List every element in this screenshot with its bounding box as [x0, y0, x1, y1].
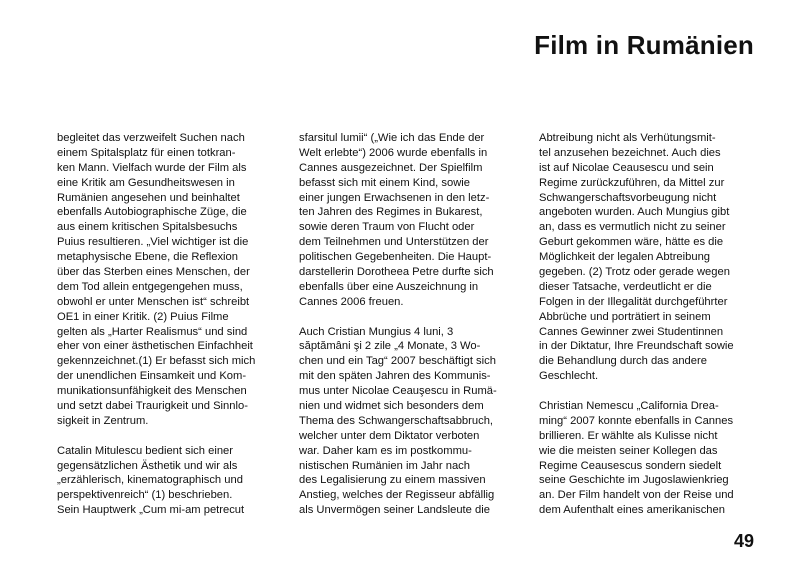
text-line: über das Sterben eines Menschen, der [57, 266, 250, 279]
text-line: gelten als „Harter Realismus“ und sind [57, 325, 248, 338]
text-line: eine Kritik am Gesundheitswesen in [57, 176, 235, 189]
text-line: ten Jahren des Regimes in Bukarest, [299, 206, 483, 219]
text-line: Cannes ausgezeichnet. Der Spielfilm [299, 161, 483, 174]
text-line: angeboten wurden. Auch Mungius gibt [539, 206, 730, 219]
page-title: Film in Rumänien [534, 30, 754, 60]
text-line: gegensätzlichen Ästhetik und wir als [57, 459, 238, 472]
text-line: gekennzeichnet.(1) Er befasst sich mich [57, 355, 256, 368]
text-line: befasst sich mit einem Kind, sowie [299, 176, 470, 189]
text-line: săptămâni şi 2 zile „4 Monate, 3 Wo- [299, 340, 481, 353]
text-line: der unendlichen Einsamkeit und Kom- [57, 370, 247, 383]
text-column-1 [57, 131, 273, 518]
text-line: Auch Cristian Mungius 4 luni, 3 [299, 325, 454, 338]
text-line: Anstieg, welches der Regisseur abfällig [299, 489, 495, 502]
text-line: Cannes 2006 freuen. [299, 295, 404, 308]
text-line: Schwangerschaftsvorbeugung nicht [539, 191, 717, 204]
text-line: in der Diktatur, Ihre Freundschaft sowie [539, 340, 734, 353]
text-line: welcher unter dem Diktator verboten [299, 429, 480, 442]
text-line: ken Mann. Vielfach wurde der Film als [57, 161, 247, 174]
text-line: Abtreibung nicht als Verhütungsmit- [539, 132, 716, 144]
text-line: nien und widmet sich besonders dem [299, 400, 484, 413]
text-line: mit den späten Jahren des Kommunis- [299, 370, 491, 383]
text-line: wie die meisten seiner Kollegen das [539, 444, 718, 457]
text-line: metaphysische Ebene, die Reflexion [57, 251, 238, 264]
text-line: munikationsunfähigkeit des Menschen [57, 385, 247, 398]
text-line: perspektivenreich“ (1) beschrieben. [57, 489, 233, 502]
text-line: des Legalisierung zu einem massiven [299, 474, 486, 487]
text-line: ebenfalls über eine Auszeichnung in [299, 280, 479, 293]
text-line: dem Teilnehmen und Unterstützen der [299, 236, 489, 249]
text-line: Sein Hauptwerk „Cum mi-am petrecut [57, 504, 245, 517]
text-line: dem Tod allein entgegengehen muss, [57, 280, 243, 293]
text-line: ming“ 2007 konnte ebenfalls in Cannes [539, 414, 734, 427]
text-line: an, dass es vermutlich nicht zu seiner [539, 221, 726, 234]
text-line: war. Daher kam es im postkommu- [299, 444, 472, 457]
text-column-2 [299, 131, 514, 518]
text-line: aus einem kritischen Spitalsbesuchs [57, 221, 238, 234]
text-line: ist auf Nicolae Ceausescu und sein [539, 161, 714, 174]
text-line: einer jungen Erwachsenen in den letz- [299, 191, 490, 204]
text-line: eher von einer ästhetischen Einfachheit [57, 340, 253, 353]
paragraph-gap [57, 429, 273, 444]
text-line: mus unter Nicolae Ceauşescu in Rumä- [299, 385, 497, 398]
text-line: politischen Gegebenheiten. Die Haupt- [299, 251, 492, 264]
text-line: als Unvermögen seiner Landsleute die [299, 504, 490, 517]
text-line: „erzählerisch, kinematographisch und [57, 474, 243, 487]
text-line: Geburt gekommen wäre, hätte es die [539, 236, 724, 249]
text-line: Folgen in der Illegalität durchgeführter [539, 295, 728, 308]
text-line: dem Aufenthalt eines amerikanischen [539, 504, 725, 517]
text-line: begleitet das verzweifelt Suchen nach [57, 132, 245, 144]
text-line: sigkeit in Zentrum. [57, 414, 149, 427]
text-line: seine Geschichte im Jugoslawienkrieg [539, 474, 729, 487]
text-line: Thema des Schwangerschaftsabbruch, [299, 414, 494, 427]
text-line: Regime zurückzuführen, da Mittel zur [539, 176, 725, 189]
text-line: einem Spitalsplatz für einen totkran- [57, 146, 236, 159]
text-line: die Behandlung durch das andere [539, 355, 707, 368]
text-line: tel anzusehen bezeichnet. Auch dies [539, 146, 721, 159]
text-line: Welt erlebte“) 2006 wurde ebenfalls in [299, 146, 488, 159]
text-line: Rumänien angesehen und beinhaltet [57, 191, 240, 204]
text-line: Cannes Gewinner zwei Studentinnen [539, 325, 724, 338]
text-line: Geschlecht. [539, 370, 599, 383]
text-line: und setzt dabei Traurigkeit und Sinnlo- [57, 400, 248, 413]
text-line: sowie deren Traum von Flucht oder [299, 221, 475, 234]
text-line: Möglichkeit der legalen Abtreibung [539, 251, 711, 264]
text-line: Abbrüche und porträtiert in seinem [539, 310, 711, 323]
text-line: Christian Nemescu „California Drea- [539, 400, 719, 413]
paragraph-gap [539, 384, 755, 399]
text-line: sfarsitul lumii“ („Wie ich das Ende der [299, 132, 485, 144]
page-number: 49 [733, 531, 754, 551]
text-line: darstellerin Dorotheea Petre durfte sich [299, 266, 494, 279]
text-line: Catalin Mitulescu bedient sich einer [57, 444, 233, 457]
text-column-3 [539, 131, 755, 518]
text-line: brillieren. Er wählte als Kulisse nicht [539, 429, 718, 442]
paragraph-gap [299, 310, 514, 325]
text-line: gegeben. (2) Trotz oder gerade wegen [539, 266, 730, 279]
text-line: dieser Tatsache, verdeutlicht er die [539, 280, 712, 293]
text-line: obwohl er unter Menschen ist“ schreibt [57, 295, 250, 308]
text-line: OE1 in einer Kritik. (2) Puius Filme [57, 310, 229, 323]
text-line: Regime Ceausescus sondern siedelt [539, 459, 722, 472]
text-line: an. Der Film handelt von der Reise und [539, 489, 734, 502]
text-line: chen und ein Tag“ 2007 beschäftigt sich [299, 355, 496, 368]
text-line: nistischen Rumänien im Jahr nach [299, 459, 471, 472]
text-line: Puius resultieren. „Viel wichtiger ist die [57, 236, 249, 249]
text-line: ebenfalls Autobiographische Züge, die [57, 206, 247, 219]
